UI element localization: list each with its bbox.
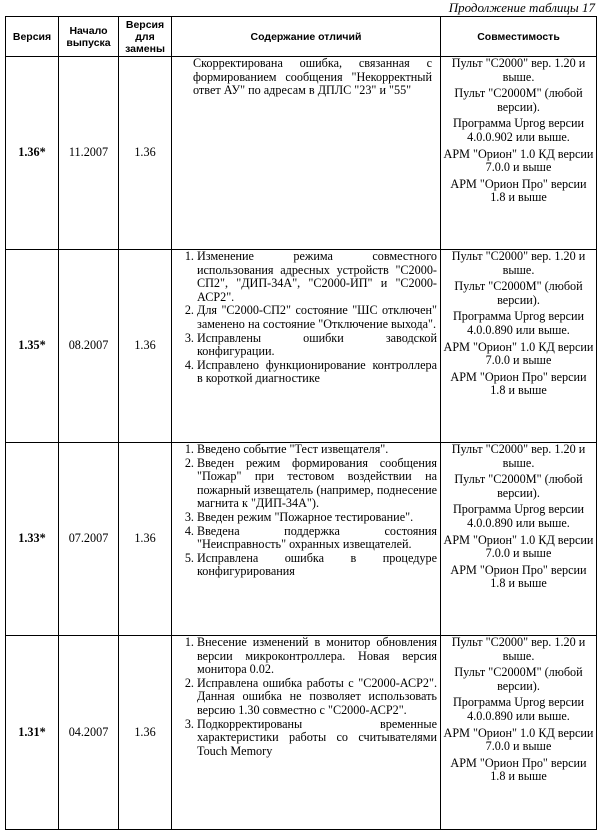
version-cell: 1.33*: [6, 443, 59, 636]
replace-cell: 1.36: [119, 636, 172, 830]
header-version: Версия: [6, 17, 59, 57]
change-text: Скорректирована ошибка, связанная с формированием сообщения "Некорректный ответ АУ" по адресам в ДПЛС "23" и "55": [193, 56, 432, 98]
change-item: 4. Введена поддержка состояния "Неисправность" охранных извещателей.: [197, 525, 437, 552]
change-item: 4. Исправлено функционирование контроллера в короткой диагностике: [197, 359, 437, 386]
table-row: [6, 57, 597, 250]
compat-item: Программа Uprog версии 4.0.0.890 или выше.: [452, 502, 585, 530]
release-cell: 11.2007: [59, 57, 119, 250]
header-row: [6, 17, 597, 57]
compat-item: Программа Uprog версии 4.0.0.902 или выше.: [452, 116, 585, 144]
release-cell: 07.2007: [59, 443, 119, 636]
compat-item: АРМ "Орион Про" версии 1.8 и выше: [450, 176, 587, 205]
release-cell: 04.2007: [59, 636, 119, 830]
compat-item: Пульт "С2000" вер. 1.20 и выше.: [451, 56, 586, 84]
compat-item: Программа Uprog версии 4.0.0.890 или выше.: [452, 309, 585, 337]
change-item: 1. Внесение изменений в монитор обновления версии микроконтроллера. Новая версия монитора 0.02.: [197, 636, 437, 677]
compat-cell: [441, 57, 597, 250]
table-row: [6, 636, 597, 830]
replace-cell: 1.36: [119, 250, 172, 443]
change-item: 2. Введен режим формирования сообщения "Пожар" при тестовом воздействии на пожарный извещатель (например, поднесение магнита к "ДИП-34А").: [197, 457, 437, 511]
changes-list: [175, 250, 437, 386]
compat-item: Пульт "С2000М" (любой версии).: [454, 665, 583, 693]
compat-item: АРМ "Орион Про" версии 1.8 и выше: [450, 562, 587, 591]
change-item: 3. Подкорректированы временные характеристики работы со считывателями Touch Memory: [197, 718, 437, 759]
table-row: [6, 443, 597, 636]
version-cell: 1.31*: [6, 636, 59, 830]
compat-item: АРМ "Орион" 1.0 КД версии 7.0.0 и выше: [443, 339, 594, 368]
header-changes: Содержание отличий: [172, 17, 441, 57]
header-release: Начало выпуска: [59, 17, 119, 57]
header-compat: Совместимость: [441, 17, 597, 57]
change-item: 2. Исправлена ошибка работы с "С2000-АСР2". Данная ошибка не позволяет использовать версию 1.30 совместно с "С2000-АСР2".: [197, 677, 437, 718]
changes-list: [175, 443, 437, 579]
compat-item: АРМ "Орион Про" версии 1.8 и выше: [450, 369, 587, 398]
changes-cell: [172, 636, 441, 830]
table-row: [6, 250, 597, 443]
changes-cell: [172, 57, 441, 250]
compat-item: Пульт "С2000М" (любой версии).: [454, 279, 583, 307]
compat-item: АРМ "Орион" 1.0 КД версии 7.0.0 и выше: [443, 146, 594, 175]
compat-item: АРМ "Орион Про" версии 1.8 и выше: [450, 755, 587, 784]
replace-cell: 1.36: [119, 443, 172, 636]
compat-item: Пульт "С2000М" (любой версии).: [454, 86, 583, 114]
table-caption: Продолжение таблицы 17: [448, 0, 595, 15]
changes-list: [175, 636, 437, 758]
version-cell: 1.36*: [6, 57, 59, 250]
release-cell: 08.2007: [59, 250, 119, 443]
header-replace: Версия для замены: [119, 17, 172, 57]
compat-item: Пульт "С2000М" (любой версии).: [454, 472, 583, 500]
versions-table: [5, 16, 597, 830]
compat-item: Пульт "С2000" вер. 1.20 и выше.: [451, 442, 586, 470]
replace-cell: 1.36: [119, 57, 172, 250]
change-item: 5. Исправлена ошибка в процедуре конфигурирования: [197, 552, 437, 579]
change-item: 2. Для "С2000-СП2" состояние "ШС отключен" заменено на состояние "Отключение выхода".: [197, 304, 437, 331]
change-item: 1. Введено событие "Тест извещателя".: [197, 443, 437, 457]
compat-cell: [441, 250, 597, 443]
compat-item: АРМ "Орион" 1.0 КД версии 7.0.0 и выше: [443, 532, 594, 561]
changes-cell: [172, 250, 441, 443]
compat-item: Пульт "С2000" вер. 1.20 и выше.: [451, 249, 586, 277]
compat-item: АРМ "Орион" 1.0 КД версии 7.0.0 и выше: [443, 725, 594, 754]
compat-item: Пульт "С2000" вер. 1.20 и выше.: [451, 635, 586, 663]
compat-cell: [441, 636, 597, 830]
change-item: 3. Введен режим "Пожарное тестирование".: [197, 511, 437, 525]
compat-cell: [441, 443, 597, 636]
compat-item: Программа Uprog версии 4.0.0.890 или выше.: [452, 695, 585, 723]
change-item: 1. Изменение режима совместного использования адресных устройств "С2000-СП2", "ДИП-34А", "С2000-ИП" и "С2000-АСР2".: [197, 250, 437, 304]
changes-cell: [172, 443, 441, 636]
change-item: 3. Исправлены ошибки заводской конфигурации.: [197, 332, 437, 359]
version-cell: 1.35*: [6, 250, 59, 443]
